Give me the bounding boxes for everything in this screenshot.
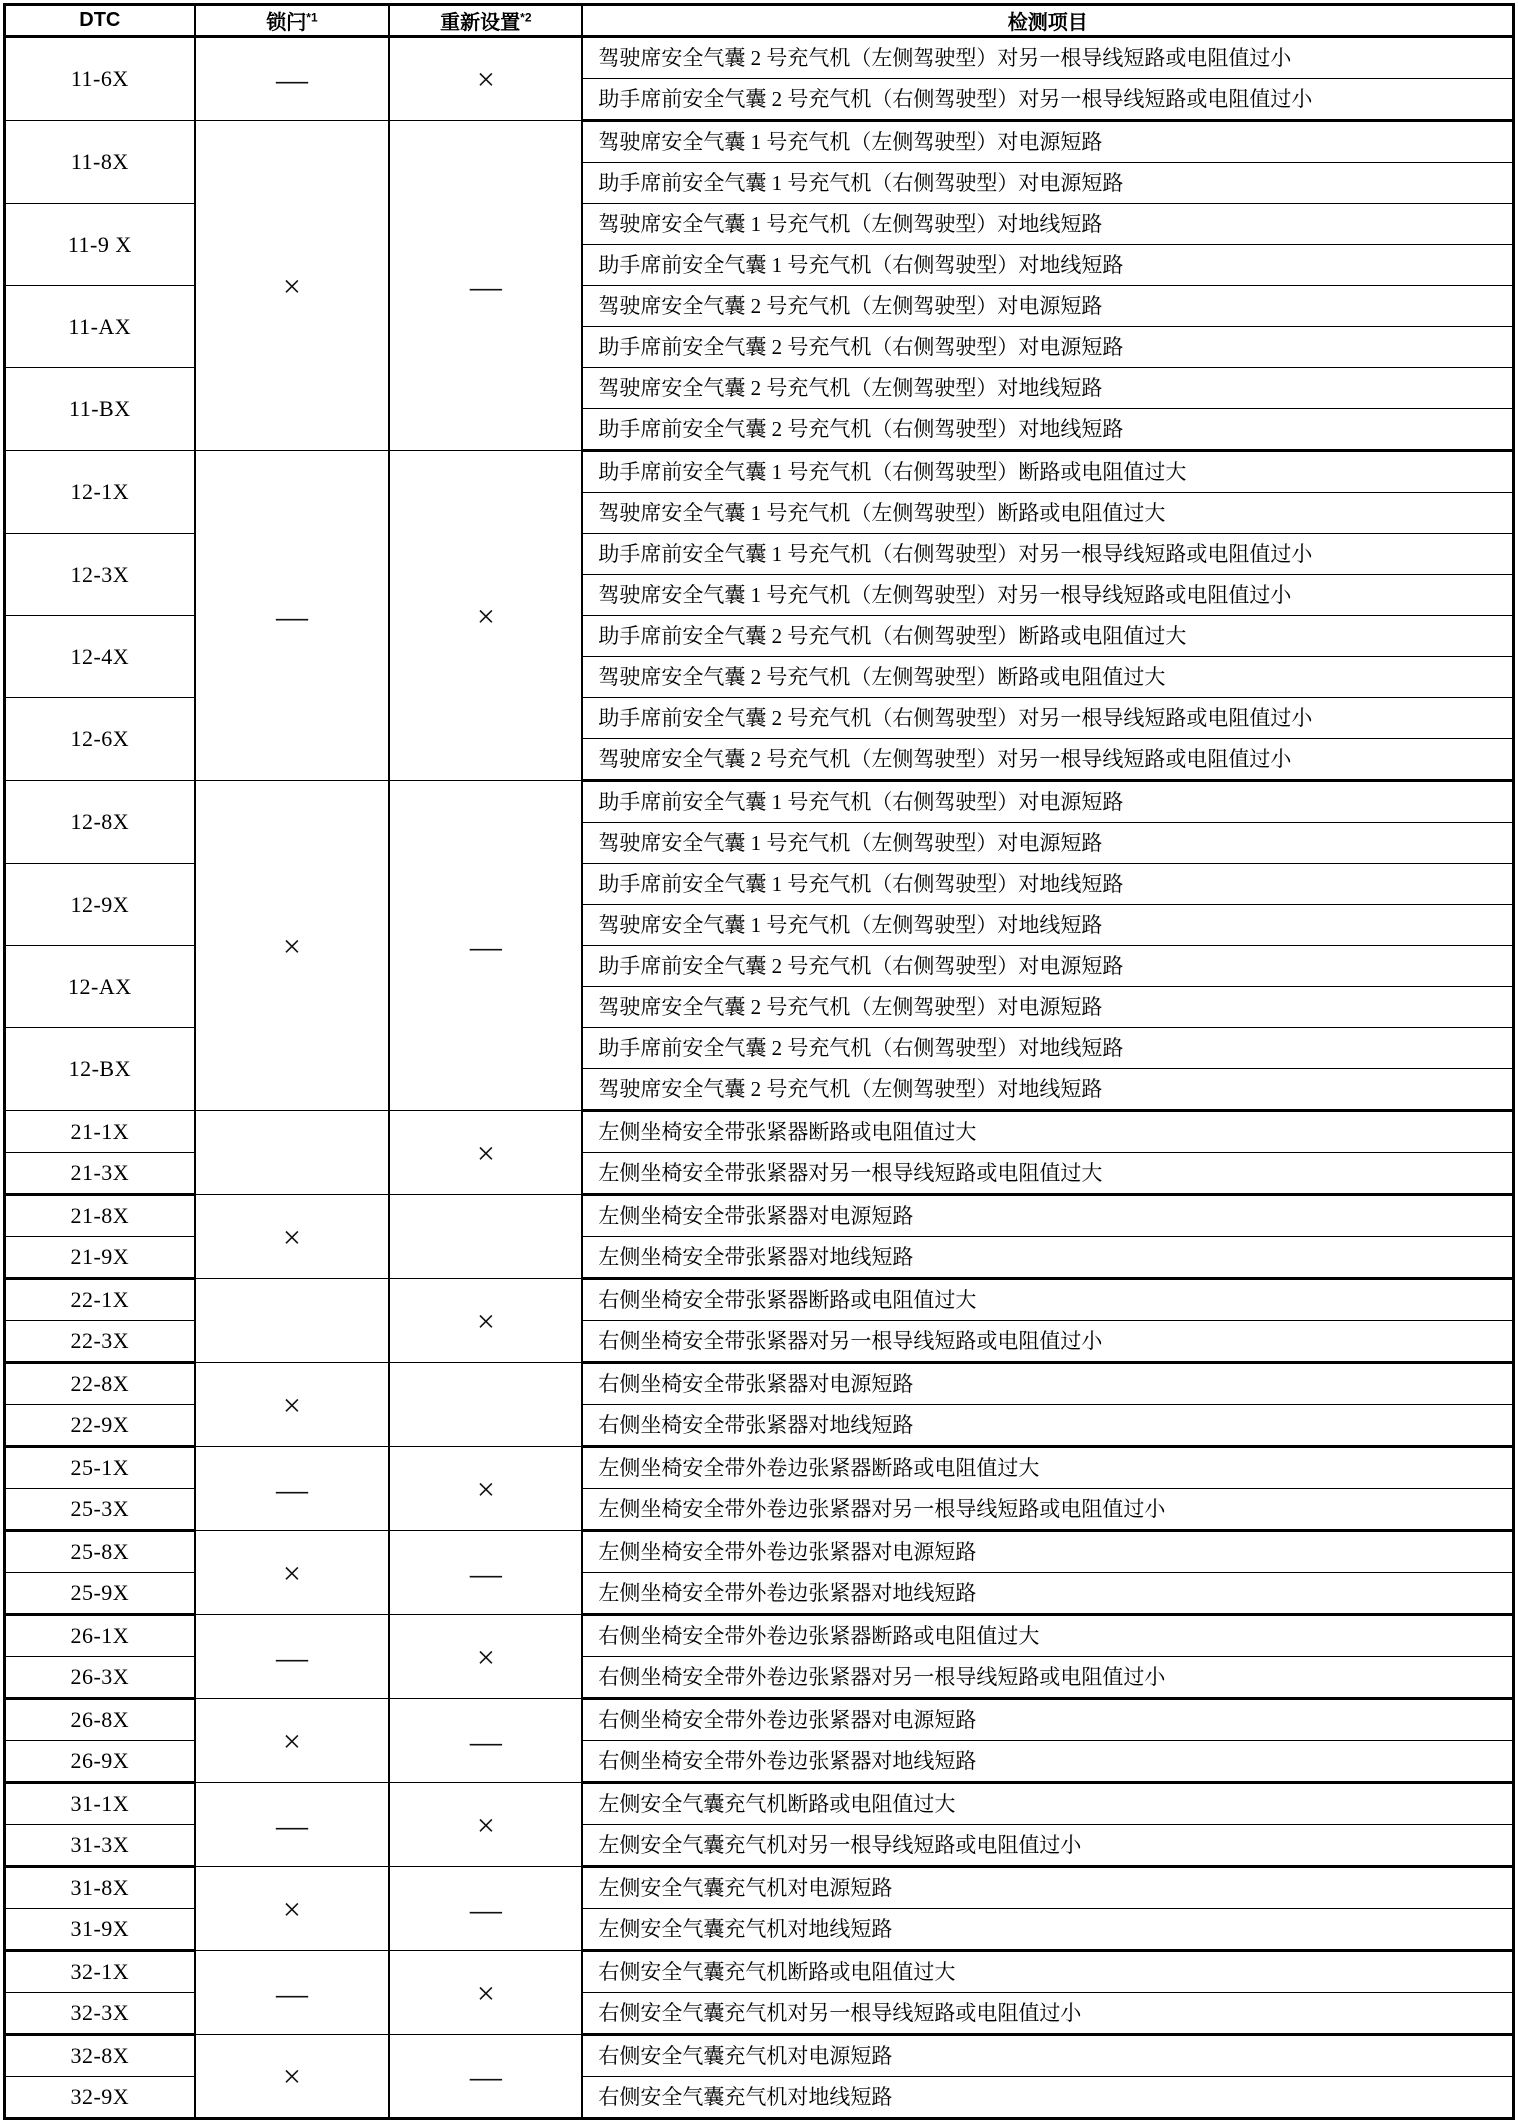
detection-item-cell: 助手席前安全气囊 2 号充气机（右侧驾驶型）对地线短路 xyxy=(582,1028,1513,1069)
dtc-code-cell: 12-3X xyxy=(5,534,195,616)
detection-item-cell: 驾驶席安全气囊 2 号充气机（左侧驾驶型）对电源短路 xyxy=(582,286,1513,327)
dtc-table-header xyxy=(5,5,1514,37)
detection-item-cell: 左侧坐椅安全带外卷边张紧器对电源短路 xyxy=(582,1531,1513,1573)
dtc-code-cell: 11-AX xyxy=(5,286,195,368)
detection-item-cell: 助手席前安全气囊 1 号充气机（右侧驾驶型）断路或电阻值过大 xyxy=(582,451,1513,493)
detection-item-cell: 助手席前安全气囊 1 号充气机（右侧驾驶型）对电源短路 xyxy=(582,781,1513,823)
latch-mark-cell xyxy=(195,1111,390,1195)
detection-item-cell: 驾驶席安全气囊 1 号充气机（左侧驾驶型）对地线短路 xyxy=(582,905,1513,946)
reset-mark-cell: × xyxy=(389,37,582,121)
dtc-code-cell: 32-1X xyxy=(5,1951,195,1993)
dtc-code-cell: 25-9X xyxy=(5,1573,195,1615)
detection-item-cell: 驾驶席安全气囊 2 号充气机（左侧驾驶型）对地线短路 xyxy=(582,1069,1513,1111)
table-row xyxy=(5,1195,1514,1237)
detection-item-cell: 左侧坐椅安全带张紧器对地线短路 xyxy=(582,1237,1513,1279)
dtc-code-cell: 31-3X xyxy=(5,1825,195,1867)
dtc-code-cell: 26-8X xyxy=(5,1699,195,1741)
dtc-code-cell: 25-8X xyxy=(5,1531,195,1573)
header-latch-footnote-ref: *1 xyxy=(306,10,318,25)
latch-mark-cell: × xyxy=(195,1699,390,1783)
detection-item-cell: 驾驶席安全气囊 1 号充气机（左侧驾驶型）对电源短路 xyxy=(582,121,1513,163)
reset-mark-cell: × xyxy=(389,1783,582,1867)
latch-mark-cell xyxy=(195,1279,390,1363)
latch-mark-cell: × xyxy=(195,2035,390,2119)
dtc-code-cell: 25-3X xyxy=(5,1489,195,1531)
detection-item-cell: 右侧坐椅安全带张紧器对另一根导线短路或电阻值过小 xyxy=(582,1321,1513,1363)
table-row xyxy=(5,37,1514,79)
reset-mark-cell: × xyxy=(389,451,582,781)
dtc-code-cell: 11-BX xyxy=(5,368,195,451)
detection-item-cell: 右侧坐椅安全带外卷边张紧器对另一根导线短路或电阻值过小 xyxy=(582,1657,1513,1699)
table-row xyxy=(5,1615,1514,1657)
dtc-code-cell: 32-3X xyxy=(5,1993,195,2035)
detection-item-cell: 右侧坐椅安全带外卷边张紧器断路或电阻值过大 xyxy=(582,1615,1513,1657)
detection-item-cell: 助手席前安全气囊 1 号充气机（右侧驾驶型）对地线短路 xyxy=(582,864,1513,905)
detection-item-cell: 左侧坐椅安全带张紧器对另一根导线短路或电阻值过大 xyxy=(582,1153,1513,1195)
detection-item-cell: 右侧安全气囊充气机对电源短路 xyxy=(582,2035,1513,2077)
header-latch-label: 锁闩 xyxy=(266,12,307,34)
dtc-code-cell: 32-9X xyxy=(5,2077,195,2119)
reset-mark-cell: — xyxy=(389,121,582,451)
table-row xyxy=(5,781,1514,823)
detection-item-cell: 右侧坐椅安全带张紧器对电源短路 xyxy=(582,1363,1513,1405)
header-latch xyxy=(195,5,390,37)
detection-item-cell: 右侧坐椅安全带外卷边张紧器对电源短路 xyxy=(582,1699,1513,1741)
detection-item-cell: 驾驶席安全气囊 1 号充气机（左侧驾驶型）断路或电阻值过大 xyxy=(582,493,1513,534)
dtc-code-cell: 12-6X xyxy=(5,698,195,781)
dtc-code-cell: 21-9X xyxy=(5,1237,195,1279)
latch-mark-cell: — xyxy=(195,451,390,781)
detection-item-cell: 助手席前安全气囊 2 号充气机（右侧驾驶型）对电源短路 xyxy=(582,327,1513,368)
reset-mark-cell xyxy=(389,1363,582,1447)
dtc-code-cell: 22-1X xyxy=(5,1279,195,1321)
header-reset xyxy=(389,5,582,37)
dtc-code-cell: 31-8X xyxy=(5,1867,195,1909)
detection-item-cell: 右侧坐椅安全带张紧器对地线短路 xyxy=(582,1405,1513,1447)
table-row xyxy=(5,121,1514,163)
detection-item-cell: 左侧安全气囊充气机断路或电阻值过大 xyxy=(582,1783,1513,1825)
detection-item-cell: 助手席前安全气囊 2 号充气机（右侧驾驶型）对另一根导线短路或电阻值过小 xyxy=(582,698,1513,739)
header-dtc-label: DTC xyxy=(79,9,121,31)
detection-item-cell: 驾驶席安全气囊 2 号充气机（左侧驾驶型）对地线短路 xyxy=(582,368,1513,409)
table-row xyxy=(5,1951,1514,1993)
dtc-code-cell: 21-1X xyxy=(5,1111,195,1153)
detection-item-cell: 左侧安全气囊充气机对另一根导线短路或电阻值过小 xyxy=(582,1825,1513,1867)
reset-mark-cell: × xyxy=(389,1447,582,1531)
table-row xyxy=(5,2035,1514,2077)
table-row xyxy=(5,1111,1514,1153)
detection-item-cell: 驾驶席安全气囊 2 号充气机（左侧驾驶型）对另一根导线短路或电阻值过小 xyxy=(582,37,1513,79)
detection-item-cell: 左侧安全气囊充气机对电源短路 xyxy=(582,1867,1513,1909)
dtc-code-cell: 31-9X xyxy=(5,1909,195,1951)
table-row xyxy=(5,1699,1514,1741)
detection-item-cell: 左侧坐椅安全带张紧器对电源短路 xyxy=(582,1195,1513,1237)
latch-mark-cell: × xyxy=(195,1195,390,1279)
dtc-code-cell: 11-9 X xyxy=(5,204,195,286)
detection-item-cell: 右侧安全气囊充气机对地线短路 xyxy=(582,2077,1513,2119)
table-row xyxy=(5,1279,1514,1321)
detection-item-cell: 右侧安全气囊充气机断路或电阻值过大 xyxy=(582,1951,1513,1993)
detection-item-cell: 右侧坐椅安全带外卷边张紧器对地线短路 xyxy=(582,1741,1513,1783)
dtc-code-cell: 11-6X xyxy=(5,37,195,121)
detection-item-cell: 助手席前安全气囊 2 号充气机（右侧驾驶型）对另一根导线短路或电阻值过小 xyxy=(582,79,1513,121)
detection-item-cell: 右侧坐椅安全带张紧器断路或电阻值过大 xyxy=(582,1279,1513,1321)
detection-item-cell: 助手席前安全气囊 1 号充气机（右侧驾驶型）对电源短路 xyxy=(582,163,1513,204)
reset-mark-cell: × xyxy=(389,1279,582,1363)
reset-mark-cell: × xyxy=(389,1951,582,2035)
table-row xyxy=(5,1783,1514,1825)
detection-item-cell: 助手席前安全气囊 2 号充气机（右侧驾驶型）对电源短路 xyxy=(582,946,1513,987)
detection-item-cell: 驾驶席安全气囊 1 号充气机（左侧驾驶型）对电源短路 xyxy=(582,823,1513,864)
detection-item-cell: 左侧坐椅安全带张紧器断路或电阻值过大 xyxy=(582,1111,1513,1153)
reset-mark-cell: — xyxy=(389,1699,582,1783)
latch-mark-cell: × xyxy=(195,1363,390,1447)
detection-item-cell: 助手席前安全气囊 1 号充气机（右侧驾驶型）对地线短路 xyxy=(582,245,1513,286)
table-row xyxy=(5,1531,1514,1573)
latch-mark-cell: × xyxy=(195,1531,390,1615)
detection-item-cell: 驾驶席安全气囊 2 号充气机（左侧驾驶型）对电源短路 xyxy=(582,987,1513,1028)
header-dtc xyxy=(5,5,195,37)
header-reset-label: 重新设置 xyxy=(440,12,521,34)
dtc-code-cell: 12-4X xyxy=(5,616,195,698)
detection-item-cell: 左侧坐椅安全带外卷边张紧器断路或电阻值过大 xyxy=(582,1447,1513,1489)
latch-mark-cell: × xyxy=(195,121,390,451)
latch-mark-cell: — xyxy=(195,1615,390,1699)
header-detection-item-label: 检测项目 xyxy=(1007,12,1088,34)
table-row xyxy=(5,1363,1514,1405)
dtc-code-cell: 12-BX xyxy=(5,1028,195,1111)
dtc-code-cell: 21-3X xyxy=(5,1153,195,1195)
dtc-code-cell: 31-1X xyxy=(5,1783,195,1825)
dtc-code-cell: 21-8X xyxy=(5,1195,195,1237)
reset-mark-cell: — xyxy=(389,781,582,1111)
detection-item-cell: 助手席前安全气囊 2 号充气机（右侧驾驶型）断路或电阻值过大 xyxy=(582,616,1513,657)
reset-mark-cell: — xyxy=(389,2035,582,2119)
latch-mark-cell: — xyxy=(195,1951,390,2035)
dtc-code-cell: 22-8X xyxy=(5,1363,195,1405)
table-row xyxy=(5,451,1514,493)
reset-mark-cell: — xyxy=(389,1531,582,1615)
dtc-code-cell: 25-1X xyxy=(5,1447,195,1489)
detection-item-cell: 驾驶席安全气囊 2 号充气机（左侧驾驶型）断路或电阻值过大 xyxy=(582,657,1513,698)
dtc-code-cell: 26-1X xyxy=(5,1615,195,1657)
dtc-code-cell: 12-8X xyxy=(5,781,195,864)
latch-mark-cell: × xyxy=(195,1867,390,1951)
dtc-code-cell: 12-AX xyxy=(5,946,195,1028)
detection-item-cell: 右侧安全气囊充气机对另一根导线短路或电阻值过小 xyxy=(582,1993,1513,2035)
dtc-code-cell: 12-1X xyxy=(5,451,195,534)
detection-item-cell: 助手席前安全气囊 1 号充气机（右侧驾驶型）对另一根导线短路或电阻值过小 xyxy=(582,534,1513,575)
detection-item-cell: 驾驶席安全气囊 2 号充气机（左侧驾驶型）对另一根导线短路或电阻值过小 xyxy=(582,739,1513,781)
header-detection-item xyxy=(582,5,1513,37)
latch-mark-cell: — xyxy=(195,1447,390,1531)
detection-item-cell: 左侧坐椅安全带外卷边张紧器对另一根导线短路或电阻值过小 xyxy=(582,1489,1513,1531)
reset-mark-cell: — xyxy=(389,1867,582,1951)
dtc-table-body xyxy=(5,37,1514,2119)
header-reset-footnote-ref: *2 xyxy=(520,10,532,25)
dtc-code-cell: 11-8X xyxy=(5,121,195,204)
dtc-code-cell: 26-9X xyxy=(5,1741,195,1783)
latch-mark-cell: — xyxy=(195,37,390,121)
latch-mark-cell: × xyxy=(195,781,390,1111)
dtc-code-cell: 32-8X xyxy=(5,2035,195,2077)
dtc-code-cell: 12-9X xyxy=(5,864,195,946)
reset-mark-cell: × xyxy=(389,1615,582,1699)
table-row xyxy=(5,1867,1514,1909)
dtc-code-cell: 22-3X xyxy=(5,1321,195,1363)
dtc-table xyxy=(3,3,1515,2120)
latch-mark-cell: — xyxy=(195,1783,390,1867)
detection-item-cell: 驾驶席安全气囊 1 号充气机（左侧驾驶型）对另一根导线短路或电阻值过小 xyxy=(582,575,1513,616)
reset-mark-cell: × xyxy=(389,1111,582,1195)
dtc-code-cell: 26-3X xyxy=(5,1657,195,1699)
table-row xyxy=(5,1447,1514,1489)
detection-item-cell: 左侧安全气囊充气机对地线短路 xyxy=(582,1909,1513,1951)
reset-mark-cell xyxy=(389,1195,582,1279)
detection-item-cell: 助手席前安全气囊 2 号充气机（右侧驾驶型）对地线短路 xyxy=(582,409,1513,451)
header-row xyxy=(5,5,1514,37)
detection-item-cell: 左侧坐椅安全带外卷边张紧器对地线短路 xyxy=(582,1573,1513,1615)
detection-item-cell: 驾驶席安全气囊 1 号充气机（左侧驾驶型）对地线短路 xyxy=(582,204,1513,245)
dtc-code-cell: 22-9X xyxy=(5,1405,195,1447)
